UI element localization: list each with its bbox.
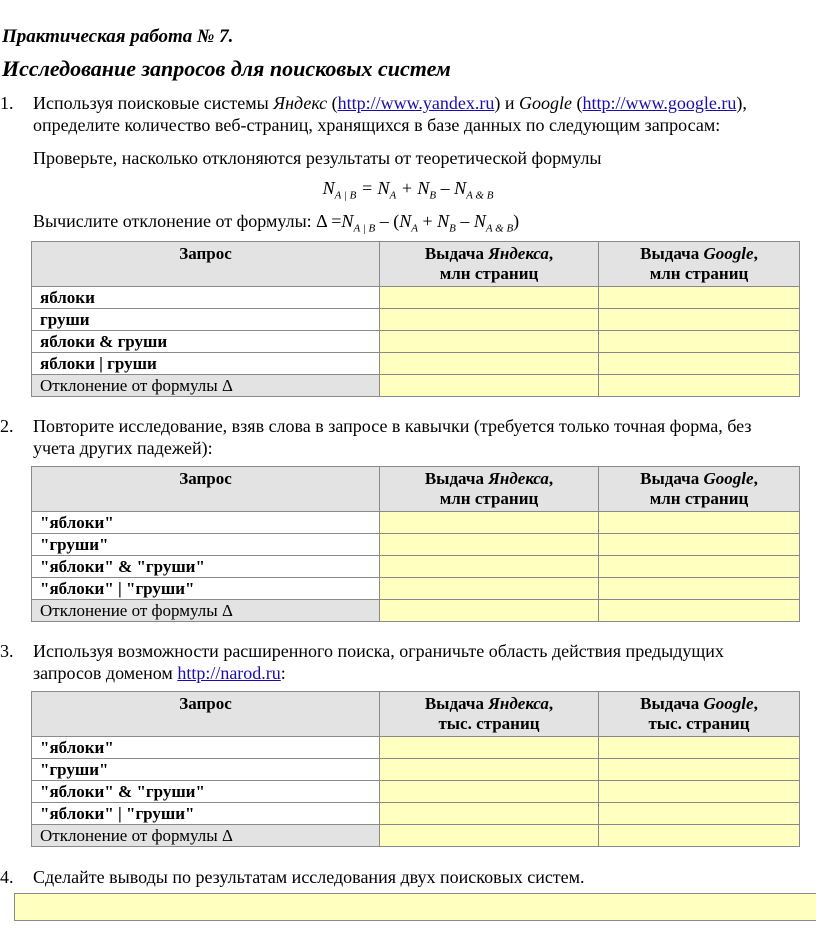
yandex-input-cell[interactable] bbox=[380, 512, 599, 534]
task-text-mid: ) и bbox=[494, 93, 520, 113]
google-input-cell[interactable] bbox=[599, 803, 800, 825]
query-cell: яблоки | груши bbox=[32, 353, 380, 375]
deviation-cell: Отклонение от формулы Δ bbox=[32, 825, 380, 847]
google-input-cell[interactable] bbox=[599, 331, 800, 353]
query-cell: "яблоки" | "груши" bbox=[32, 803, 380, 825]
task-text-line2: определите количество веб-страниц, хранящихся в базе данных по следующим запросам: bbox=[33, 115, 721, 135]
deviation-row bbox=[32, 825, 800, 847]
google-input-cell[interactable] bbox=[599, 781, 800, 803]
deviation-cell: Отклонение от формулы Δ bbox=[32, 375, 380, 397]
column-header-query: Запрос bbox=[32, 242, 380, 287]
table-row bbox=[32, 287, 800, 309]
header-unit: млн страниц bbox=[439, 264, 539, 283]
google-input-cell[interactable] bbox=[599, 556, 800, 578]
results-table-2 bbox=[31, 466, 800, 622]
task-text: Сделайте выводы по результатам исследования двух поисковых систем. bbox=[33, 867, 585, 887]
header-comma: , bbox=[753, 244, 758, 263]
yandex-input-cell[interactable] bbox=[380, 578, 599, 600]
google-input-cell[interactable] bbox=[599, 353, 800, 375]
column-header-yandex bbox=[380, 692, 599, 737]
header-comma: , bbox=[548, 694, 554, 713]
google-input-cell[interactable] bbox=[599, 534, 800, 556]
table-row bbox=[32, 309, 800, 331]
header-unit: млн страниц bbox=[439, 489, 539, 508]
colon: : bbox=[280, 663, 286, 683]
query-cell: яблоки & груши bbox=[32, 331, 380, 353]
task-text-line2: запросов доменом bbox=[33, 663, 178, 683]
header-comma: , bbox=[753, 469, 758, 488]
header-unit: тыс. страниц bbox=[438, 714, 540, 733]
query-cell: "яблоки" bbox=[32, 737, 380, 759]
header-engine: Яндекса bbox=[488, 469, 549, 488]
header-comma: , bbox=[548, 469, 554, 488]
check-instruction: Проверьте, насколько отклоняются результаты от теоретической формулы bbox=[33, 148, 602, 168]
task-4 bbox=[0, 866, 812, 888]
google-input-cell[interactable] bbox=[599, 309, 800, 331]
column-header-query: Запрос bbox=[32, 467, 380, 512]
column-header-yandex bbox=[380, 467, 599, 512]
header-prefix: Выдача bbox=[424, 244, 489, 263]
header-unit: млн страниц bbox=[649, 489, 749, 508]
table-row bbox=[32, 803, 800, 825]
table-row bbox=[32, 512, 800, 534]
yandex-input-cell[interactable] bbox=[380, 375, 599, 397]
google-input-cell[interactable] bbox=[599, 825, 800, 847]
google-input-cell[interactable] bbox=[599, 759, 800, 781]
header-prefix: Выдача bbox=[640, 694, 704, 713]
theoretical-formula: $N_{A | B} = N_A + N_B - N_{A \& B}$ bbox=[322, 178, 494, 202]
yandex-input-cell[interactable] bbox=[380, 803, 599, 825]
table-row bbox=[32, 534, 800, 556]
paren-open: ( bbox=[572, 93, 583, 113]
table-row bbox=[32, 331, 800, 353]
yandex-input-cell[interactable] bbox=[380, 781, 599, 803]
deviation-cell: Отклонение от формулы Δ bbox=[32, 600, 380, 622]
google-input-cell[interactable] bbox=[599, 578, 800, 600]
yandex-input-cell[interactable] bbox=[380, 534, 599, 556]
task-number: 2. bbox=[0, 416, 14, 436]
table-row bbox=[32, 759, 800, 781]
column-header-google bbox=[599, 467, 800, 512]
yandex-input-cell[interactable] bbox=[380, 759, 599, 781]
yandex-input-cell[interactable] bbox=[380, 353, 599, 375]
google-name: Google bbox=[519, 93, 573, 113]
table-header-row bbox=[32, 242, 800, 287]
header-engine: Google bbox=[703, 244, 754, 263]
query-cell: "яблоки" bbox=[32, 512, 380, 534]
yandex-input-cell[interactable] bbox=[380, 737, 599, 759]
yandex-link[interactable]: http://www.yandex.ru bbox=[337, 93, 495, 113]
header-prefix: Выдача bbox=[424, 694, 489, 713]
table-row bbox=[32, 353, 800, 375]
practical-work-number: Практическая работа № 7. bbox=[2, 26, 234, 47]
query-cell: "груши" bbox=[32, 534, 380, 556]
google-input-cell[interactable] bbox=[599, 287, 800, 309]
table-header-row bbox=[32, 692, 800, 737]
column-header-query: Запрос bbox=[32, 692, 380, 737]
header-prefix: Выдача bbox=[424, 469, 489, 488]
task-text: Используя поисковые системы bbox=[33, 93, 274, 113]
header-comma: , bbox=[548, 244, 554, 263]
results-table-1 bbox=[31, 241, 800, 397]
task-text-line2: учета других падежей): bbox=[33, 438, 213, 458]
results-table-3 bbox=[31, 691, 800, 847]
deviation-formula: Вычислите отклонение от формулы: $\Delta =N_{A | B} - (N_A + N_B - N_{A \& B})$ bbox=[33, 211, 520, 235]
google-input-cell[interactable] bbox=[599, 737, 800, 759]
google-link[interactable]: http://www.google.ru bbox=[582, 93, 737, 113]
yandex-input-cell[interactable] bbox=[380, 309, 599, 331]
header-prefix: Выдача bbox=[640, 244, 704, 263]
table-row bbox=[32, 556, 800, 578]
task-text: Повторите исследование, взяв слова в запросе в кавычки (требуется только точная форма, без bbox=[33, 416, 752, 436]
deviation-row bbox=[32, 375, 800, 397]
yandex-input-cell[interactable] bbox=[380, 825, 599, 847]
page-title: Исследование запросов для поисковых систем bbox=[2, 56, 451, 81]
table-row bbox=[32, 781, 800, 803]
header-engine: Яндекса bbox=[488, 694, 549, 713]
query-cell: груши bbox=[32, 309, 380, 331]
column-header-google bbox=[599, 692, 800, 737]
query-cell: яблоки bbox=[32, 287, 380, 309]
task-number: 1. bbox=[0, 93, 14, 113]
query-cell: "яблоки" & "груши" bbox=[32, 556, 380, 578]
column-header-yandex bbox=[380, 242, 599, 287]
table-row bbox=[32, 578, 800, 600]
task-text: Используя возможности расширенного поиска, ограничьте область действия предыдущих bbox=[33, 641, 724, 661]
task-number: 4. bbox=[0, 867, 14, 887]
deviation-row bbox=[32, 600, 800, 622]
query-cell: "груши" bbox=[32, 759, 380, 781]
header-prefix: Выдача bbox=[640, 469, 704, 488]
task-2 bbox=[0, 415, 812, 459]
google-input-cell[interactable] bbox=[599, 512, 800, 534]
header-engine: Google bbox=[703, 694, 754, 713]
paren-close: ), bbox=[736, 93, 747, 113]
table-row bbox=[32, 737, 800, 759]
header-engine: Google bbox=[703, 469, 754, 488]
conclusions-input-field[interactable] bbox=[14, 893, 816, 921]
column-header-google bbox=[599, 242, 800, 287]
yandex-name: Яндекс bbox=[273, 93, 328, 113]
header-unit: млн страниц bbox=[649, 264, 749, 283]
paren-open: ( bbox=[327, 93, 338, 113]
task-1 bbox=[0, 92, 812, 136]
header-engine: Яндекса bbox=[488, 244, 549, 263]
yandex-input-cell[interactable] bbox=[380, 331, 599, 353]
google-input-cell[interactable] bbox=[599, 375, 800, 397]
header-unit: тыс. страниц bbox=[648, 714, 750, 733]
narod-link[interactable]: http://narod.ru bbox=[177, 663, 281, 683]
query-cell: "яблоки" | "груши" bbox=[32, 578, 380, 600]
table-header-row bbox=[32, 467, 800, 512]
yandex-input-cell[interactable] bbox=[380, 600, 599, 622]
deviation-label: Вычислите отклонение от формулы: Δ = bbox=[33, 211, 342, 231]
header-comma: , bbox=[753, 694, 758, 713]
google-input-cell[interactable] bbox=[599, 600, 800, 622]
task-3 bbox=[0, 640, 812, 684]
query-cell: "яблоки" & "груши" bbox=[32, 781, 380, 803]
yandex-input-cell[interactable] bbox=[380, 556, 599, 578]
task-number: 3. bbox=[0, 641, 14, 661]
yandex-input-cell[interactable] bbox=[380, 287, 599, 309]
